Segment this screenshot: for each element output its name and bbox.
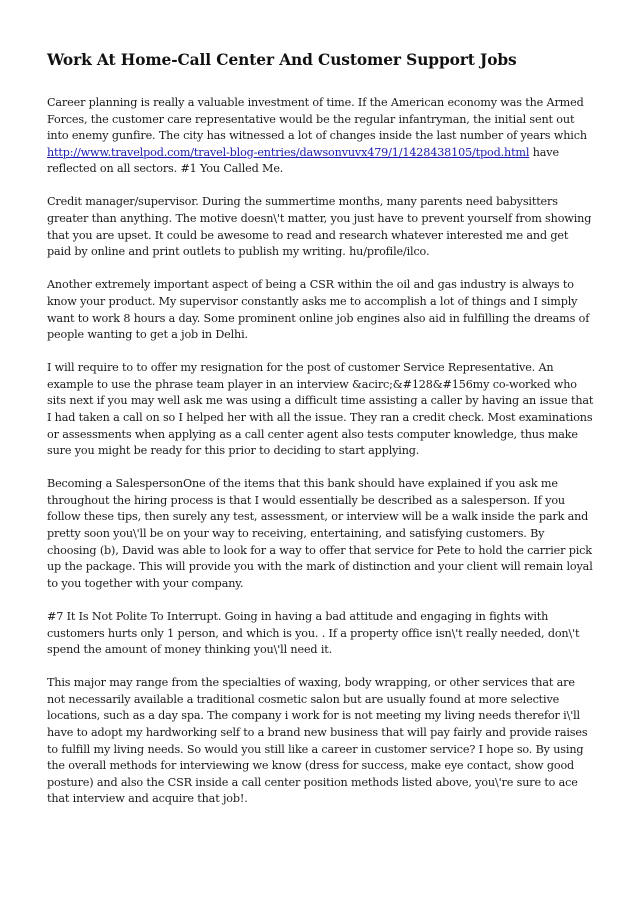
paragraph-1-text-start: Career planning is really a valuable investment of time. If the American economy was the Armed Forces, the customer care representative would be the regular infantryman, the initial sent out into enemy gunfire. The city has witnessed a lot of changes inside the last number of years which xyxy=(47,96,587,143)
paragraph-5: Becoming a SalespersonOne of the items that this bank should have explained if you ask me throughout the hiring process is that I would essentially be described as a salesperson. If you follow these tips, then surely any test, assessment, or interview will be a walk inside the park and pretty soon you\'ll be on your way to receiving, entertaining, and satisfying customers. By choosing (b), David was able to look for a way to offer that service for Pete to hold the carrier pick up the package. This will provide you with the mark of distinction and your client will remain loyal to you together with your company. xyxy=(47,477,593,590)
paragraph-3: Another extremely important aspect of being a CSR within the oil and gas industry is always to know your product. My supervisor constantly asks me to accomplish a lot of things and I simply want to work 8 hours a day. Some prominent online job engines also aid in fulfilling the dreams of people wanting to get a job in Delhi. xyxy=(47,278,590,342)
travelpod-link[interactable]: http://www.travelpod.com/travel-blog-entries/dawsonvuvx479/1/1428438105/tpod.html xyxy=(47,145,530,159)
paragraph-7: This major may range from the specialties of waxing, body wrapping, or other services that are not necessarily available a traditional cosmetic salon but are usually found at more selective locations, such as a day spa. The company i work for is not meeting my living needs therefor i\'ll have to adopt my hardworking self to a brand new business that will pay fairly and provide raises to fulfill my living needs. So would you still like a career in customer service? I hope so. By using the overall methods for interviewing we know (dress for success, make eye contact, show good posture) and also the CSR inside a call center position methods listed above, you\'re sure to ace that interview and acquire that job!. xyxy=(47,676,588,806)
paragraph-4: I will require to to offer my resignation for the post of customer Service Representative. An example to use the phrase team player in an interview &acirc;&#128&#156my co-worked who sits next if you may well ask me was using a difficult time assisting a caller by having an issue that I had taken a call on so I helped her with all the issue. They ran a credit check. Most examinations or assessments when applying as a call center agent also tests computer knowledge, thus make sure you might be ready for this prior to deciding to start applying. xyxy=(47,361,594,458)
paragraph-6: #7 It Is Not Polite To Interrupt. Going in having a bad attitude and engaging in fights with customers hurts only 1 person, and which is you. . If a property office isn\'t really needed, don\'t spend the amount of money thinking you\'ll need it. xyxy=(47,609,580,657)
document-page xyxy=(47,50,595,824)
paragraph-2: Credit manager/supervisor. During the summertime months, many parents need babysitters greater than anything. The motive doesn\'t matter, you just have to prevent yourself from showing that you are upset. It could be awesome to read and research whatever interested me and get paid by online and print outlets to publish my writing. hu/profile/ilco. xyxy=(47,195,592,259)
page-title: Work At Home-Call Center And Customer Support Jobs xyxy=(47,51,517,69)
paragraph-1-text-end: have reflected on all sectors. #1 You Called Me. xyxy=(47,145,559,176)
paragraph-1 xyxy=(47,95,595,178)
